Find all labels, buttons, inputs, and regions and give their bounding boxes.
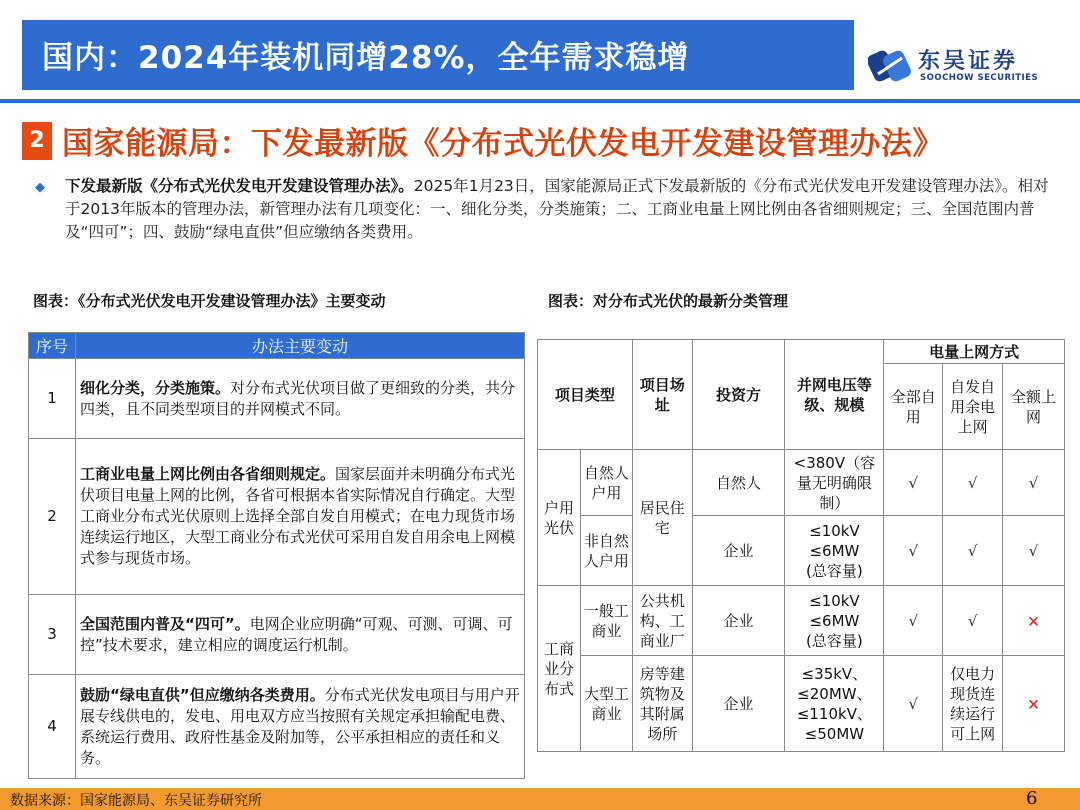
col-header-full-grid: 全额上网 [1003, 364, 1065, 450]
row-text: 对分布式光伏项目做了更细致的分类，共分四类，且不同类型项目的并网模式不同。 [80, 378, 516, 418]
right-table-caption: 图表：对分布式光伏的最新分类管理 [548, 292, 789, 310]
row-bold-lead: 工商业电量上网比例由各省细则规定。 [80, 465, 336, 483]
table-row [538, 586, 1065, 656]
row-text: 分布式光伏发电项目与用户开展专线供电的，发电、用电双方应当按照有关规定承担输配电费、系统运行费用、政府性基金及附加等，公平承担相应的责任和义务。 [80, 685, 520, 767]
check-mark: √ [884, 586, 943, 656]
row-bold-lead: 鼓励“绿电直供”但应缴纳各类费用。 [80, 685, 325, 704]
page-title: 国内：2024年装机同增28%，全年需求稳增 [42, 40, 690, 76]
section-title: 国家能源局：下发最新版《分布式光伏发电开发建设管理办法》 [62, 126, 944, 162]
voltage-spec: ≤10kV ≤6MW (总容量) [785, 516, 884, 586]
soochow-logo-icon [868, 46, 912, 86]
logo-chinese-name: 东吴证券 [918, 49, 1019, 74]
table-row [538, 450, 1065, 516]
investor-natural: 自然人 [692, 450, 785, 516]
col-header-voltage: 并网电压等级、规模 [785, 340, 884, 450]
natural-household-label: 自然人户用 [580, 450, 632, 516]
household-pv-label: 户用光伏 [538, 450, 581, 586]
row-content [76, 595, 525, 675]
spot-market-note: 仅电力现货连续运行可上网 [943, 656, 1003, 752]
row-text: 电网企业应明确“可观、可测、可调、可控”技术要求，建立相应的调度运行机制。 [80, 614, 513, 654]
intro-paragraph [65, 175, 1055, 244]
cross-mark: × [1003, 656, 1065, 752]
table-header-row [538, 340, 1065, 364]
investor-enterprise: 企业 [692, 656, 785, 752]
row-number: 3 [29, 595, 76, 675]
voltage-spec: ≤35kV、 ≤20MW、 ≤110kV、 ≤50MW [785, 656, 884, 752]
col-header-surplus: 自发自用余电上网 [943, 364, 1003, 450]
diamond-bullet-icon: ◆ [35, 180, 45, 195]
large-ci-label: 大型工商业 [580, 656, 632, 752]
header-divider [0, 99, 1080, 103]
brand-logo [868, 40, 1068, 92]
row-number: 2 [29, 439, 76, 595]
investor-enterprise: 企业 [692, 516, 785, 586]
page-number: 6 [1026, 788, 1038, 809]
general-ci-site: 公共机构、工商业厂 [632, 586, 692, 656]
intro-bold-lead: 下发最新版《分布式光伏发电开发建设管理办法》。 [65, 177, 414, 195]
row-bold-lead: 细化分类，分类施策。 [80, 378, 231, 397]
col-header-self-use: 全部自用 [884, 364, 943, 450]
check-mark: √ [943, 516, 1003, 586]
check-mark: √ [943, 450, 1003, 516]
row-content [76, 439, 525, 595]
check-mark: √ [943, 586, 1003, 656]
ci-distributed-label: 工商业分布式 [538, 586, 581, 752]
section-number: 2 [22, 122, 52, 160]
general-ci-label: 一般工商业 [580, 586, 632, 656]
changes-table [28, 332, 525, 779]
row-text: 国家层面并未明确分布式光伏项目电量上网的比例，各省可根据本省实际情况自行确定。大型工商业分布式光伏原则上选择全部自发自用模式；在电力现货市场连续运行地区，大型工商业分布式光伏可采用自发自用余电上网模式参与现货市场。 [80, 465, 516, 567]
row-number: 4 [29, 675, 76, 779]
footer-source: 数据来源：国家能源局、东吴证券研究所 [10, 793, 262, 809]
col-header-site: 项目场址 [632, 340, 692, 450]
voltage-spec: <380V（容量无明确限制） [785, 450, 884, 516]
classification-table [537, 339, 1065, 752]
check-mark: √ [1003, 450, 1065, 516]
col-header-no: 序号 [29, 333, 76, 359]
residential-site: 居民住宅 [632, 450, 692, 586]
logo-english-name: SOOCHOW SECURITIES [920, 73, 1039, 83]
check-mark: √ [884, 656, 943, 752]
row-content [76, 359, 525, 439]
col-header-type: 项目类型 [538, 340, 633, 450]
left-table-caption: 图表：《分布式光伏发电开发建设管理办法》主要变动 [33, 292, 386, 310]
row-bold-lead: 全国范围内普及“四可”。 [80, 614, 250, 633]
row-number: 1 [29, 359, 76, 439]
nonnatural-household-label: 非自然人户用 [580, 516, 632, 586]
table-row [29, 359, 525, 439]
intro-text: 2025年1月23日，国家能源局正式下发最新版的《分布式光伏发电开发建设管理办法》。相对于2013年版本的管理办法，新管理办法有几项变化：一、细化分类，分类施策；二、工商业电量上网比例由各省细则规定；三、全国范围内普及“四可”；四、鼓励“绿电直供”但应缴纳各类费用。 [65, 177, 1049, 241]
check-mark: √ [1003, 516, 1065, 586]
table-row [29, 595, 525, 675]
investor-enterprise: 企业 [692, 586, 785, 656]
check-mark: √ [884, 516, 943, 586]
table-row [538, 516, 1065, 586]
table-row [29, 439, 525, 595]
col-header-change: 办法主要变动 [76, 333, 525, 359]
large-ci-site: 房等建筑物及其附属场所 [632, 656, 692, 752]
voltage-spec: ≤10kV ≤6MW (总容量) [785, 586, 884, 656]
cross-mark: × [1003, 586, 1065, 656]
check-mark: √ [884, 450, 943, 516]
table-header-row [29, 333, 525, 359]
col-header-investor: 投资方 [692, 340, 785, 450]
table-row [538, 656, 1065, 752]
col-header-grid-mode: 电量上网方式 [884, 340, 1065, 364]
row-content [76, 675, 525, 779]
table-row [29, 675, 525, 779]
